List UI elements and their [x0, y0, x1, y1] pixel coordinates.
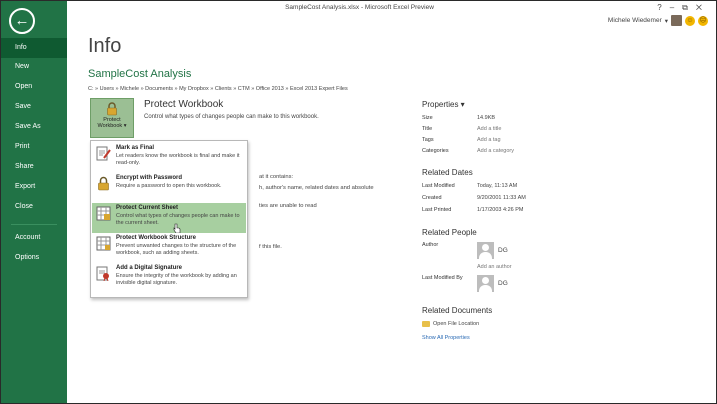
mark-final-icon: [96, 146, 111, 161]
author-person-icon: [477, 242, 494, 259]
menu-item-mark-as-final[interactable]: [92, 143, 246, 173]
nav-open[interactable]: Open: [15, 83, 33, 90]
nav-divider: [11, 224, 57, 225]
created-label: Created: [422, 195, 442, 201]
backstage-sidebar: [1, 1, 67, 403]
lock-icon: [96, 176, 111, 191]
protect-sheet-icon: [96, 206, 111, 221]
restore-icon[interactable]: ⧉: [682, 3, 696, 12]
menu-item-title: Mark as Final: [116, 145, 155, 151]
prop-categories-label: Categories: [422, 148, 449, 154]
protect-workbook-menu: [90, 140, 248, 298]
show-all-properties-link[interactable]: Show All Properties: [422, 335, 470, 341]
avatar[interactable]: [671, 15, 682, 26]
menu-item-title: Protect Current Sheet: [116, 205, 179, 211]
created-value: 9/20/2001 11:33 AM: [477, 195, 526, 201]
protect-workbook-button[interactable]: [90, 98, 134, 138]
menu-item-title: Encrypt with Password: [116, 175, 183, 181]
menu-item-protect-workbook-structure[interactable]: [92, 233, 246, 263]
nav-close[interactable]: Close: [15, 203, 33, 210]
last-modified-value: Today, 11:13 AM: [477, 183, 518, 189]
chevron-down-icon[interactable]: ▾: [664, 17, 668, 25]
prop-tags-label: Tags: [422, 137, 434, 143]
menu-item-title: Add a Digital Signature: [116, 265, 183, 271]
menu-item-description: Ensure the integrity of the workbook by adding an invisible digital signature.: [116, 273, 237, 286]
menu-item-title: Protect Workbook Structure: [116, 235, 196, 241]
open-file-location-label: Open File Location: [433, 321, 480, 327]
inspect-text-2: h, author's name, related dates and absolute: [259, 185, 374, 191]
last-modified-label: Last Modified: [422, 183, 455, 189]
protect-workbook-heading: Protect Workbook: [144, 99, 224, 110]
menu-item-add-digital-signature[interactable]: [92, 263, 246, 293]
add-author-link[interactable]: Add an author: [477, 264, 512, 270]
window-controls: [657, 3, 710, 13]
properties-heading[interactable]: Properties ▾: [422, 100, 465, 109]
modifier-person-icon: [477, 275, 494, 292]
signature-icon: [96, 266, 111, 281]
help-icon[interactable]: ?: [657, 3, 670, 12]
minimize-icon[interactable]: –: [669, 3, 683, 12]
related-documents-heading: Related Documents: [422, 306, 493, 315]
nav-options[interactable]: Options: [15, 254, 40, 261]
nav-export[interactable]: Export: [15, 183, 36, 190]
file-path-breadcrumb[interactable]: C: » Users » Michele » Documents » My Dropbox » Clients » CTM » Office 2013 » Excel 2013 Expert Files: [88, 86, 348, 92]
protect-structure-icon: [96, 236, 111, 251]
prop-title-label: Title: [422, 126, 433, 132]
open-file-location-link[interactable]: [422, 321, 479, 327]
nav-print[interactable]: Print: [15, 143, 30, 150]
folder-icon: [422, 321, 430, 327]
prop-categories-input[interactable]: Add a category: [477, 148, 514, 154]
inspect-text-1: at it contains:: [259, 174, 294, 180]
nav-save-as[interactable]: Save As: [15, 123, 41, 130]
back-arrow-icon[interactable]: ←: [9, 8, 35, 34]
last-printed-value: 1/17/2003 4:26 PM: [477, 207, 524, 213]
last-modified-by-name[interactable]: DG: [498, 280, 508, 287]
page-title: Info: [88, 35, 122, 57]
prop-size-label: Size: [422, 115, 433, 121]
menu-item-protect-current-sheet[interactable]: [92, 203, 246, 233]
frown-feedback-icon[interactable]: ☹: [699, 16, 707, 24]
nav-save[interactable]: Save: [15, 103, 31, 110]
close-icon[interactable]: ✕: [695, 3, 710, 12]
protect-workbook-description: Control what types of changes people can make to this workbook.: [144, 114, 319, 120]
lock-icon: [105, 102, 119, 116]
related-people-heading: Related People: [422, 228, 477, 237]
prop-title-input[interactable]: Add a title: [477, 126, 502, 132]
versions-text: f this file.: [259, 244, 282, 250]
nav-info[interactable]: Info: [1, 38, 67, 58]
nav-account[interactable]: Account: [15, 234, 41, 241]
last-modified-by-label: Last Modified By: [422, 275, 463, 281]
last-printed-label: Last Printed: [422, 207, 452, 213]
protect-button-label-1: Protect: [103, 117, 121, 123]
window-title: SampleCost Analysis.xlsx - Microsoft Excel Preview: [285, 4, 434, 11]
prop-size-value: 14.9KB: [477, 115, 496, 121]
prop-tags-input[interactable]: Add a tag: [477, 137, 501, 143]
hand-cursor-icon: [173, 223, 181, 233]
author-label: Author: [422, 242, 439, 248]
author-name[interactable]: DG: [498, 247, 508, 254]
menu-item-description: Let readers know the workbook is final and make it read-only.: [116, 153, 240, 166]
menu-item-description: Control what types of changes people can make to the current sheet.: [116, 213, 240, 226]
user-name[interactable]: Michele Wiedemer: [607, 17, 662, 24]
protect-button-label-2: Workbook ▾: [97, 123, 127, 129]
related-dates-heading: Related Dates: [422, 168, 473, 177]
nav-share[interactable]: Share: [15, 163, 34, 170]
nav-new[interactable]: New: [15, 63, 30, 70]
menu-item-description: Require a password to open this workbook.: [116, 183, 222, 189]
inspect-text-3: ties are unable to read: [259, 203, 317, 209]
menu-item-encrypt-with-password[interactable]: [92, 173, 246, 203]
file-name: SampleCost Analysis: [88, 68, 192, 80]
smile-feedback-icon[interactable]: ☺: [686, 16, 694, 24]
user-area: [608, 15, 708, 26]
menu-item-description: Prevent unwanted changes to the structure of the workbook, such as adding sheets.: [116, 243, 237, 256]
